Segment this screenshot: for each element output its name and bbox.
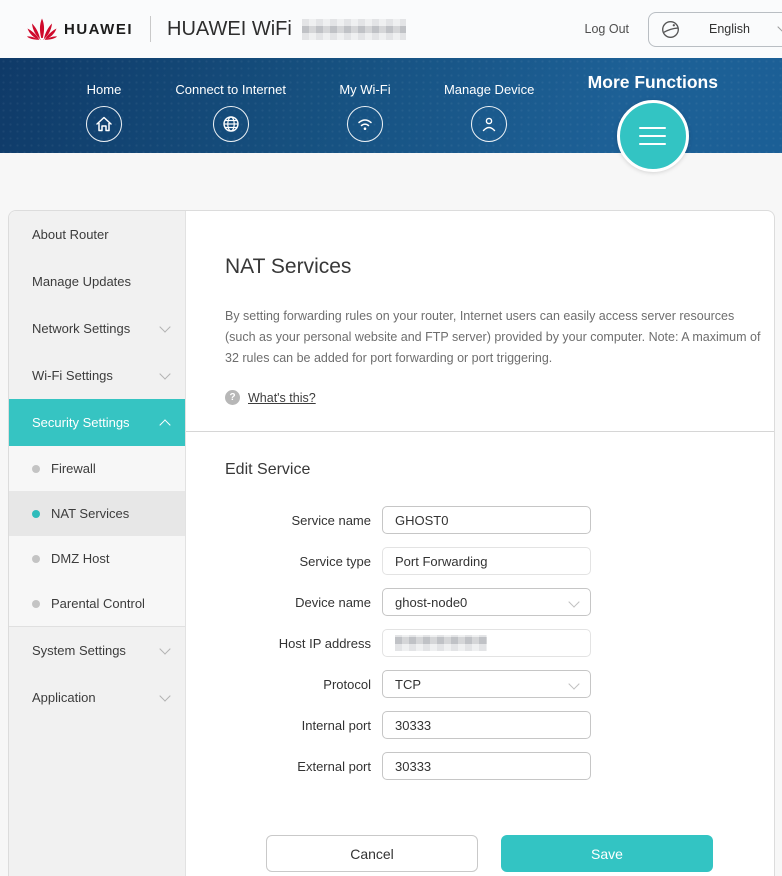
sidebar-item-dmz-host[interactable] (9, 536, 185, 581)
nav-label: My Wi-Fi (339, 82, 391, 97)
nav-item-connect-to-internet[interactable] (175, 82, 286, 142)
sidebar-item-label: Firewall (51, 461, 96, 476)
sidebar-item-label: DMZ Host (51, 551, 110, 566)
question-mark-icon: ? (225, 390, 240, 405)
nav-label: Home (86, 82, 122, 97)
redacted-host-ip (395, 635, 487, 651)
form-row (225, 506, 754, 534)
sidebar-item-label: Parental Control (51, 596, 145, 611)
header-divider (150, 16, 151, 42)
main-content (186, 211, 774, 876)
chevron-down-icon (159, 321, 170, 332)
external-port-label: External port (297, 758, 371, 774)
device-name-value: ghost-node0 (395, 594, 468, 610)
nav-label: Connect to Internet (175, 82, 286, 97)
chevron-down-icon (159, 690, 170, 701)
bullet-icon (32, 600, 40, 608)
service-name-label: Service name (291, 512, 371, 528)
home-icon (86, 106, 122, 142)
protocol-select[interactable] (382, 670, 591, 698)
globe-icon (661, 20, 680, 39)
protocol-label: Protocol (323, 676, 371, 692)
cancel-button[interactable]: Cancel (266, 835, 478, 872)
section-title: Edit Service (225, 461, 311, 478)
sidebar-item-label: About Router (32, 227, 109, 242)
protocol-value: TCP (395, 676, 421, 692)
host-ip-label: Host IP address (278, 635, 371, 651)
sidebar-item-application[interactable] (9, 674, 185, 721)
service-name-input[interactable] (382, 506, 591, 534)
sidebar-item-wifi-settings[interactable] (9, 352, 185, 399)
sidebar (9, 211, 186, 876)
bullet-icon (32, 510, 40, 518)
chevron-down-icon (568, 678, 579, 689)
sidebar-item-label: Security Settings (32, 415, 130, 430)
more-functions-label: More Functions (587, 72, 718, 92)
form-actions (225, 835, 754, 872)
brand-name: HUAWEI (64, 20, 133, 38)
language-selector[interactable] (648, 12, 782, 47)
sidebar-item-firewall[interactable] (9, 446, 185, 491)
save-button[interactable]: Save (501, 835, 713, 872)
sidebar-item-about-router[interactable] (9, 211, 185, 258)
sidebar-item-label: Network Settings (32, 321, 131, 336)
huawei-flower-icon (27, 18, 57, 41)
top-navigation (0, 58, 782, 153)
form-row (225, 629, 754, 657)
nav-item-my-wifi[interactable] (339, 82, 390, 142)
sidebar-item-security-settings[interactable] (9, 399, 185, 446)
form-row (225, 711, 754, 739)
settings-panel (8, 210, 775, 876)
chevron-down-icon (568, 596, 579, 607)
service-type-value: Port Forwarding (382, 547, 591, 575)
wifi-icon (347, 106, 383, 142)
nav-item-manage-device[interactable] (444, 82, 534, 142)
sidebar-item-system-settings[interactable] (9, 627, 185, 674)
edit-service-form (225, 506, 754, 780)
nav-label: Manage Device (443, 82, 535, 97)
sidebar-item-network-settings[interactable] (9, 305, 185, 352)
chevron-up-icon (159, 419, 170, 430)
sidebar-item-manage-updates[interactable] (9, 258, 185, 305)
page-description: By setting forwarding rules on your router, Internet users can easily access server resources (such as your personal website and FTP server) provided by your computer. Note: A maximum of 32 rules can be added for port forwarding or port triggering. (225, 309, 761, 365)
sidebar-item-label: Application (32, 690, 96, 705)
sidebar-item-nat-services[interactable] (9, 491, 185, 536)
bullet-icon (32, 555, 40, 563)
security-settings-submenu (9, 446, 185, 627)
chevron-down-icon (159, 643, 170, 654)
sidebar-item-label: NAT Services (51, 506, 130, 521)
form-row (225, 670, 754, 698)
product-name: HUAWEI WiFi (167, 17, 292, 40)
form-row (225, 752, 754, 780)
logout-button[interactable]: Log Out (584, 22, 629, 36)
section-divider (186, 431, 774, 432)
redacted-device-model (302, 19, 406, 40)
sidebar-item-label: Manage Updates (32, 274, 132, 289)
external-port-input[interactable] (382, 752, 591, 780)
hamburger-menu-icon[interactable] (617, 100, 689, 172)
language-value: English (709, 22, 750, 36)
sidebar-item-label: System Settings (32, 643, 126, 658)
nav-item-home[interactable] (86, 82, 122, 142)
page-title: NAT Services (225, 255, 352, 278)
internal-port-label: Internal port (301, 717, 371, 733)
bullet-icon (32, 465, 40, 473)
host-ip-value (382, 629, 591, 657)
person-icon (471, 106, 507, 142)
whats-this-link[interactable]: What's this? (248, 390, 316, 405)
internal-port-input[interactable] (382, 711, 591, 739)
service-type-label: Service type (299, 553, 371, 569)
chevron-down-icon (159, 368, 170, 379)
huawei-logo (27, 18, 133, 41)
form-row (225, 588, 754, 616)
sidebar-item-parental-control[interactable] (9, 581, 185, 626)
nav-item-more-functions[interactable] (588, 72, 718, 172)
globe-icon (213, 106, 249, 142)
form-row (225, 547, 754, 575)
header (0, 0, 782, 58)
sidebar-item-label: Wi-Fi Settings (32, 368, 113, 383)
device-name-select[interactable] (382, 588, 591, 616)
device-name-label: Device name (295, 594, 371, 610)
